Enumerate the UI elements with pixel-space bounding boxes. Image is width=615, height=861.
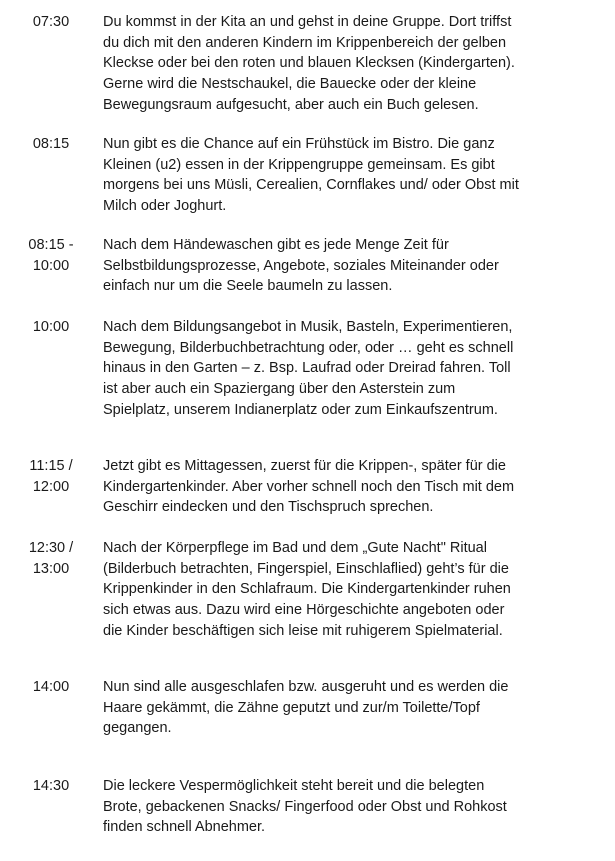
text-line: Selbstbildungsprozesse, Angebote, soziales Miteinander oder (103, 257, 499, 274)
entry-time (20, 134, 82, 155)
time-line: 08:15 (32, 136, 70, 152)
entry-description (103, 456, 563, 518)
text-line: Krippenkinder in den Schlafraum. Die Kindergartenkinder ruhen (103, 581, 511, 598)
entry-description (103, 677, 563, 739)
entry-time (20, 12, 82, 33)
text-line: Haare gekämmt, die Zähne geputzt und zur/m Toilette/Topf (103, 699, 480, 716)
entry-description (103, 235, 563, 297)
text-line: Nun gibt es die Chance auf ein Frühstück im Bistro. Die ganz (103, 136, 495, 152)
text-line: ist aber auch ein Spaziergang über den Asterstein zum (103, 381, 456, 398)
text-line: morgens bei uns Müsli, Cerealien, Cornflakes und/ oder Obst mit (103, 177, 519, 194)
time-line: 10:00 (32, 257, 70, 274)
text-line: sich etwas aus. Dazu wird eine Hörgeschichte angeboten oder (103, 602, 505, 619)
entry-time (20, 776, 82, 797)
entry-time (20, 456, 82, 497)
time-line: 10:00 (32, 319, 70, 335)
entry-time (20, 317, 82, 338)
text-line: die Kinder beschäftigen sich leise mit ruhigerem Spielmaterial. (103, 622, 503, 639)
entry-time (20, 235, 82, 276)
text-line: Geschirr eindecken und den Tischspruch sprechen. (103, 499, 434, 516)
text-line: Kleckse oder bei den roten und blauen Klecksen (Kindergarten). (103, 55, 515, 72)
time-line: 07:30 (32, 14, 70, 30)
entry-description (103, 317, 563, 421)
text-line: Milch oder Joghurt. (103, 198, 227, 215)
text-line: Nach dem Händewaschen gibt es jede Menge Zeit für (103, 237, 449, 253)
entry-description (103, 776, 563, 838)
text-line: Brote, gebackenen Snacks/ Fingerfood oder Obst und Rohkost (103, 798, 507, 815)
text-line: (Bilderbuch betrachten, Fingerspiel, Einschlaflied) geht’s für die (103, 560, 509, 577)
text-line: Spielplatz, unserem Indianerplatz oder zum Einkaufszentrum. (103, 401, 498, 418)
entry-time (20, 538, 82, 579)
time-line: 12:00 (32, 478, 70, 495)
text-line: Gerne wird die Nestschaukel, die Bauecke oder der kleine (103, 76, 477, 93)
time-line: 08:15 - (28, 237, 74, 253)
entry-description (103, 12, 563, 116)
entry-description (103, 134, 563, 217)
text-line: Du kommst in der Kita an und gehst in deine Gruppe. Dort triffst (103, 14, 512, 30)
text-line: finden schnell Abnehmer. (103, 819, 266, 836)
text-line: du dich mit den anderen Kindern im Krippenbereich der gelben (103, 34, 507, 51)
time-line: 11:15 / (29, 458, 73, 474)
text-line: Nach dem Bildungsangebot in Musik, Basteln, Experimentieren, (103, 319, 513, 335)
text-line: Die leckere Vespermöglichkeit steht bereit und die belegten (103, 778, 485, 794)
text-line: Jetzt gibt es Mittagessen, zuerst für die Krippen-, später für die (103, 458, 506, 474)
text-line: Kleinen (u2) essen in der Krippengruppe gemeinsam. Es gibt (103, 156, 495, 173)
entry-time (20, 677, 82, 698)
time-line: 14:30 (32, 778, 70, 794)
text-line: Bewegungsraum aufgesucht, aber auch ein Buch gelesen. (103, 96, 479, 113)
text-line: Kindergartenkinder. Aber vorher schnell noch den Tisch mit dem (103, 478, 515, 495)
text-line: gegangen. (103, 720, 172, 737)
text-line: Nach der Körperpflege im Bad und dem „Gute Nacht" Ritual (103, 540, 487, 556)
text-line: Nun sind alle ausgeschlafen bzw. ausgeruht und es werden die (103, 679, 509, 695)
text-line: Bewegung, Bilderbuchbetrachtung oder, oder … geht es schnell (103, 339, 514, 356)
entry-description (103, 538, 563, 642)
text-line: einfach nur um die Seele baumeln zu lassen. (103, 278, 393, 295)
time-line: 12:30 / (28, 540, 74, 556)
time-line: 14:00 (32, 679, 70, 695)
time-line: 13:00 (32, 560, 70, 577)
text-line: hinaus in den Garten – z. Bsp. Laufrad oder Dreirad fahren. Toll (103, 360, 511, 377)
